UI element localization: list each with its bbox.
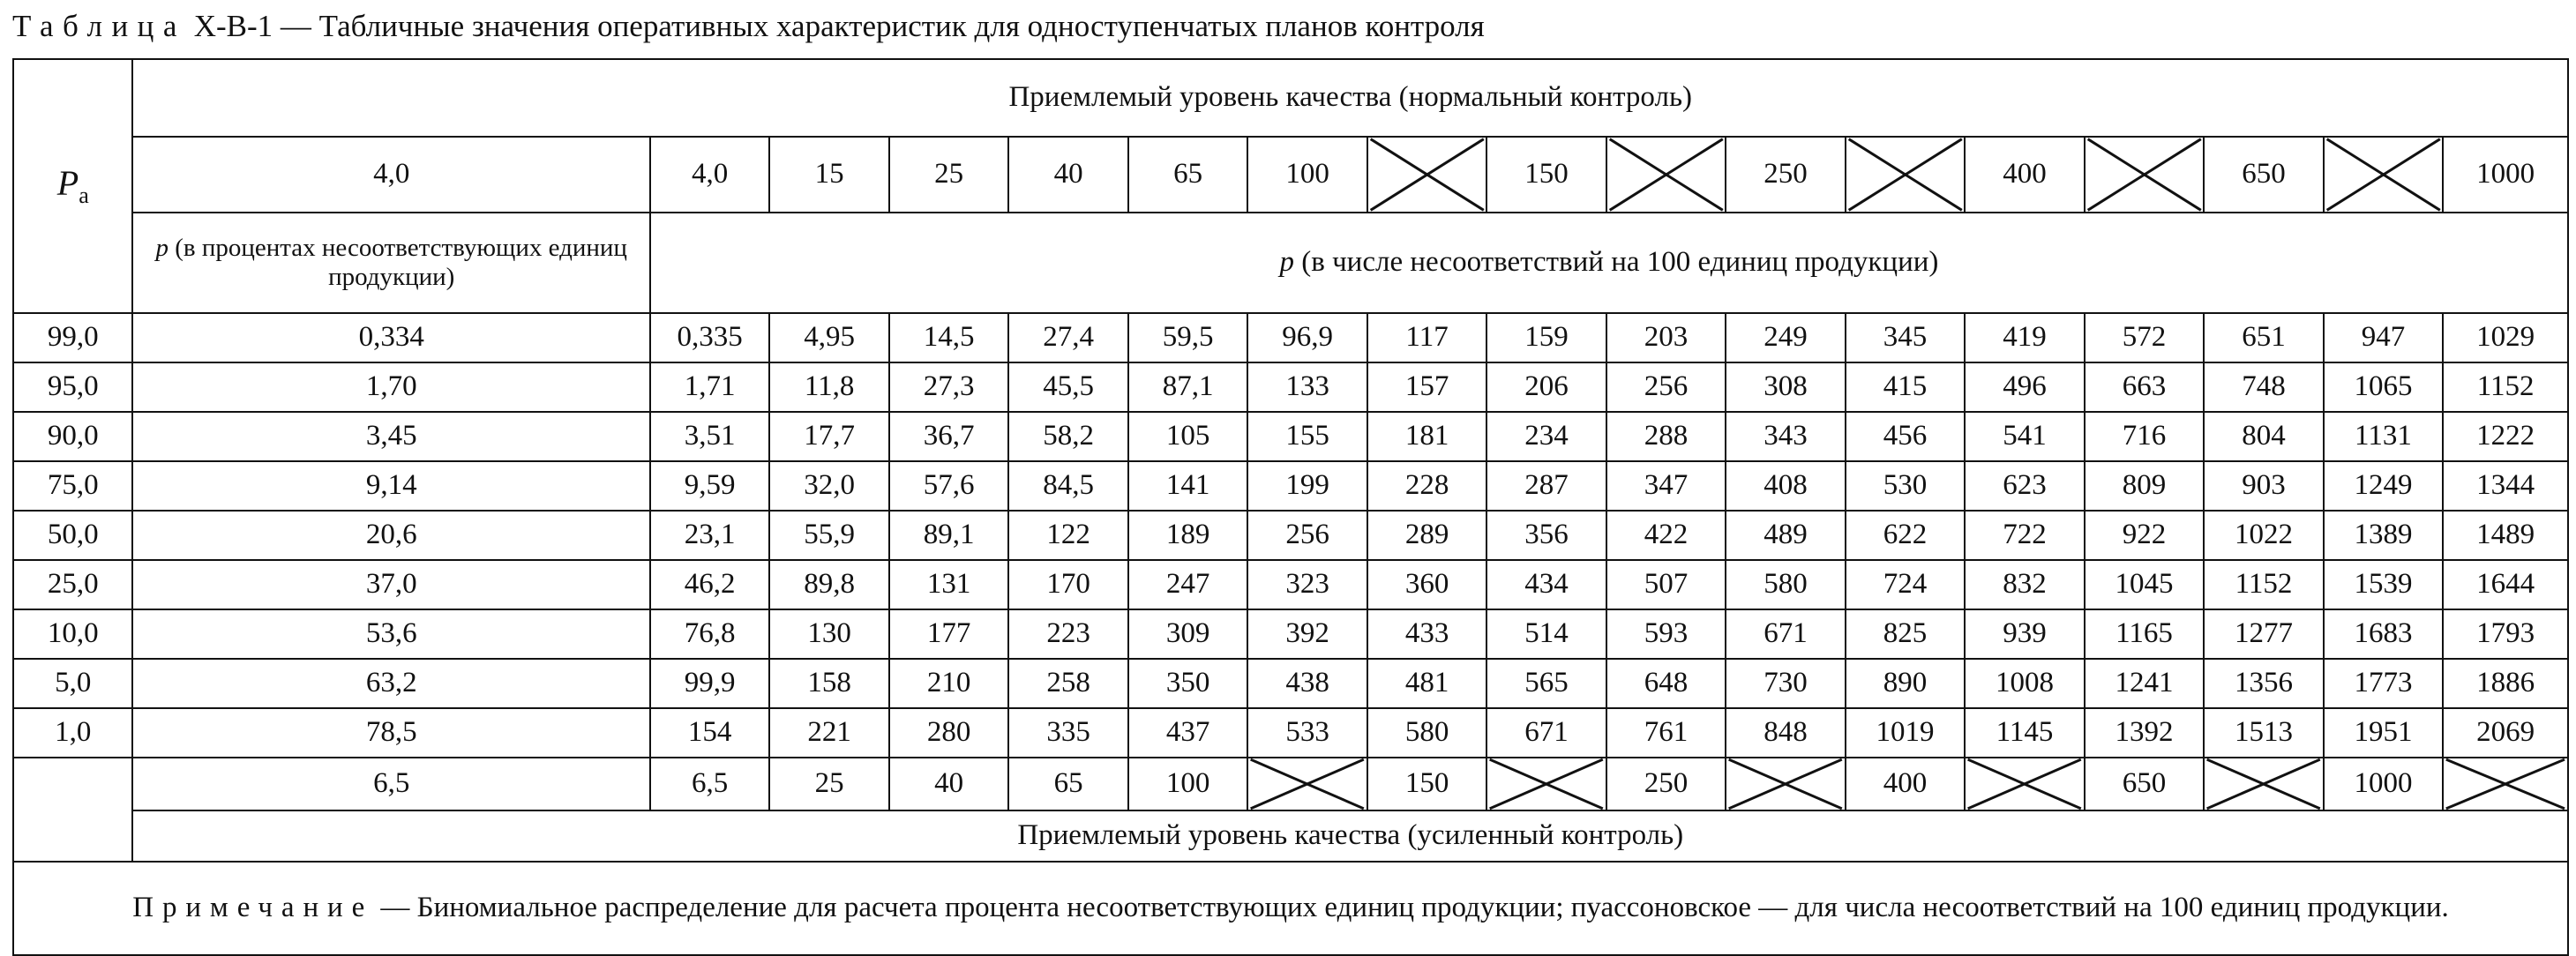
poisson-value: 419 (1965, 313, 2084, 362)
poisson-value: 181 (1367, 412, 1486, 461)
poisson-value: 580 (1367, 708, 1486, 758)
poisson-value: 58,2 (1008, 412, 1127, 461)
poisson-value: 1644 (2443, 560, 2568, 609)
tightened-aql-cell: 1000 (2324, 758, 2443, 810)
poisson-value: 651 (2204, 313, 2323, 362)
poisson-value: 947 (2324, 313, 2443, 362)
poisson-value: 258 (1008, 659, 1127, 708)
poisson-value: 335 (1008, 708, 1127, 758)
normal-inspection-title: Приемлемый уровень качества (нормальный контроль) (132, 59, 2568, 137)
poisson-value: 415 (1846, 362, 1965, 412)
poisson-value: 507 (1606, 560, 1726, 609)
pa-value: 50,0 (13, 511, 132, 560)
crossed-cell (2085, 137, 2204, 213)
poisson-value: 89,8 (769, 560, 888, 609)
poisson-value: 530 (1846, 461, 1965, 511)
cross-out-icon (1487, 758, 1605, 810)
poisson-value: 623 (1965, 461, 2084, 511)
tightened-aql-cell: 650 (2085, 758, 2204, 810)
poisson-value: 825 (1846, 609, 1965, 659)
poisson-value: 1029 (2443, 313, 2568, 362)
cross-out-icon (2086, 138, 2203, 212)
poisson-value: 323 (1247, 560, 1367, 609)
binomial-value: 1,70 (132, 362, 649, 412)
poisson-value: 170 (1008, 560, 1127, 609)
poisson-value: 347 (1606, 461, 1726, 511)
poisson-value: 133 (1247, 362, 1367, 412)
poisson-value: 481 (1367, 659, 1486, 708)
poisson-value: 32,0 (769, 461, 888, 511)
note-label: Примечание (132, 892, 374, 924)
cross-out-icon (1607, 138, 1725, 212)
poisson-value: 256 (1247, 511, 1367, 560)
crossed-cell (1486, 758, 1606, 810)
crossed-cell (1367, 137, 1486, 213)
poisson-value: 1886 (2443, 659, 2568, 708)
table-row (13, 609, 2568, 659)
poisson-value: 848 (1726, 708, 1845, 758)
poisson-value: 256 (1606, 362, 1726, 412)
poisson-value: 939 (1965, 609, 2084, 659)
poisson-value: 36,7 (889, 412, 1008, 461)
poisson-value: 155 (1247, 412, 1367, 461)
poisson-value: 57,6 (889, 461, 1008, 511)
poisson-value: 287 (1486, 461, 1606, 511)
poisson-value: 438 (1247, 659, 1367, 708)
poisson-value: 249 (1726, 313, 1845, 362)
table-row (13, 708, 2568, 758)
poisson-value: 177 (889, 609, 1008, 659)
normal-aql-cell: 65 (1128, 137, 1247, 213)
poisson-value: 1065 (2324, 362, 2443, 412)
pa-value: 99,0 (13, 313, 132, 362)
poisson-value: 1539 (2324, 560, 2443, 609)
poisson-value: 96,9 (1247, 313, 1367, 362)
poisson-value: 456 (1846, 412, 1965, 461)
poisson-value: 1392 (2085, 708, 2204, 758)
note-text: — Биномиальное распределение для расчета процента несоответствующих единиц продукции; пуассоновское — для числа несоответствий на 100 единиц продукции. (373, 892, 2449, 924)
table-row (13, 560, 2568, 609)
poisson-value: 308 (1726, 362, 1845, 412)
table-row (13, 412, 2568, 461)
normal-aql-cell: 400 (1965, 137, 2084, 213)
poisson-value: 541 (1965, 412, 2084, 461)
poisson-value: 1019 (1846, 708, 1965, 758)
tightened-aql-cell: 25 (769, 758, 888, 810)
crossed-cell (2443, 758, 2568, 810)
normal-aql-cell: 150 (1486, 137, 1606, 213)
tightened-aql-cell: 6,5 (650, 758, 769, 810)
poisson-value: 3,51 (650, 412, 769, 461)
normal-aql-cell: 250 (1726, 137, 1845, 213)
poisson-value: 593 (1606, 609, 1726, 659)
binomial-value: 9,14 (132, 461, 649, 511)
poisson-value: 903 (2204, 461, 2323, 511)
normal-aql-cell: 15 (769, 137, 888, 213)
poisson-value: 122 (1008, 511, 1127, 560)
poisson-value: 1683 (2324, 609, 2443, 659)
poisson-value: 748 (2204, 362, 2323, 412)
poisson-value: 1131 (2324, 412, 2443, 461)
poisson-value: 1793 (2443, 609, 2568, 659)
poisson-value: 804 (2204, 412, 2323, 461)
poisson-value: 309 (1128, 609, 1247, 659)
poisson-value: 1489 (2443, 511, 2568, 560)
binomial-value: 37,0 (132, 560, 649, 609)
poisson-value: 434 (1486, 560, 1606, 609)
poisson-value: 1152 (2443, 362, 2568, 412)
poisson-value: 223 (1008, 609, 1127, 659)
tightened-aql-cell: 400 (1846, 758, 1965, 810)
poisson-value: 99,9 (650, 659, 769, 708)
poisson-value: 189 (1128, 511, 1247, 560)
poisson-value: 289 (1367, 511, 1486, 560)
cross-out-icon (1368, 138, 1486, 212)
poisson-value: 199 (1247, 461, 1367, 511)
poisson-value: 0,335 (650, 313, 769, 362)
pa-value: 1,0 (13, 708, 132, 758)
table-row (13, 313, 2568, 362)
binomial-value: 53,6 (132, 609, 649, 659)
poisson-value: 23,1 (650, 511, 769, 560)
poisson-value: 1356 (2204, 659, 2323, 708)
poisson-value: 206 (1486, 362, 1606, 412)
crossed-cell (1247, 758, 1367, 810)
tightened-aql-cell: 150 (1367, 758, 1486, 810)
poisson-value: 157 (1367, 362, 1486, 412)
crossed-cell (1606, 137, 1726, 213)
poisson-value: 1241 (2085, 659, 2204, 708)
blank-cell (13, 758, 132, 862)
poisson-value: 724 (1846, 560, 1965, 609)
poisson-value: 59,5 (1128, 313, 1247, 362)
poisson-value: 1277 (2204, 609, 2323, 659)
pa-header: $P_a$ (13, 59, 132, 313)
poisson-value: 17,7 (769, 412, 888, 461)
poisson-value: 27,4 (1008, 313, 1127, 362)
poisson-value: 221 (769, 708, 888, 758)
poisson-value: 76,8 (650, 609, 769, 659)
poisson-value: 288 (1606, 412, 1726, 461)
binomial-value: 0,334 (132, 313, 649, 362)
poisson-value: 922 (2085, 511, 2204, 560)
poisson-value: 671 (1486, 708, 1606, 758)
poisson-value: 730 (1726, 659, 1845, 708)
poisson-value: 234 (1486, 412, 1606, 461)
poisson-value: 433 (1367, 609, 1486, 659)
poisson-value: 1222 (2443, 412, 2568, 461)
poisson-value: 159 (1486, 313, 1606, 362)
poisson-value: 832 (1965, 560, 2084, 609)
table-note (13, 862, 2568, 955)
poisson-value: 1165 (2085, 609, 2204, 659)
normal-aql-cell: 650 (2204, 137, 2323, 213)
poisson-value: 4,95 (769, 313, 888, 362)
normal-aql-cell: 4,0 (650, 137, 769, 213)
poisson-value: 572 (2085, 313, 2204, 362)
poisson-value: 663 (2085, 362, 2204, 412)
poisson-value: 1022 (2204, 511, 2323, 560)
poisson-value: 280 (889, 708, 1008, 758)
poisson-value: 489 (1726, 511, 1845, 560)
poisson-value: 117 (1367, 313, 1486, 362)
poisson-value: 55,9 (769, 511, 888, 560)
crossed-cell (1965, 758, 2084, 810)
poisson-value: 1344 (2443, 461, 2568, 511)
cross-out-icon (1726, 758, 1844, 810)
poisson-value: 130 (769, 609, 888, 659)
poisson-value: 210 (889, 659, 1008, 708)
cross-out-icon (2205, 758, 2322, 810)
caption-label: Таблица (12, 9, 186, 43)
binomial-aql-normal: 4,0 (132, 137, 649, 213)
poisson-value: 27,3 (889, 362, 1008, 412)
poisson-value: 580 (1726, 560, 1845, 609)
poisson-value: 356 (1486, 511, 1606, 560)
crossed-cell (1846, 137, 1965, 213)
poisson-value: 360 (1367, 560, 1486, 609)
poisson-value: 89,1 (889, 511, 1008, 560)
oc-values-table (12, 58, 2569, 956)
pa-value: 10,0 (13, 609, 132, 659)
binomial-value: 63,2 (132, 659, 649, 708)
poisson-value: 105 (1128, 412, 1247, 461)
poisson-value: 565 (1486, 659, 1606, 708)
p-percent-header: p (в процентах несоответствующих единиц продукции) (132, 213, 649, 313)
poisson-value: 716 (2085, 412, 2204, 461)
tightened-aql-row (13, 758, 2568, 810)
poisson-value: 622 (1846, 511, 1965, 560)
table-row (13, 362, 2568, 412)
normal-aql-cell: 100 (1247, 137, 1367, 213)
poisson-value: 46,2 (650, 560, 769, 609)
poisson-value: 9,59 (650, 461, 769, 511)
poisson-value: 45,5 (1008, 362, 1127, 412)
cross-out-icon (2444, 758, 2567, 810)
tightened-aql-cell: 250 (1606, 758, 1726, 810)
tightened-aql-cell: 40 (889, 758, 1008, 810)
binomial-value: 20,6 (132, 511, 649, 560)
poisson-value: 1045 (2085, 560, 2204, 609)
poisson-value: 422 (1606, 511, 1726, 560)
binomial-value: 3,45 (132, 412, 649, 461)
poisson-value: 2069 (2443, 708, 2568, 758)
poisson-value: 533 (1247, 708, 1367, 758)
binomial-aql-tightened: 6,5 (132, 758, 649, 810)
poisson-value: 84,5 (1008, 461, 1127, 511)
normal-aql-cell: 1000 (2443, 137, 2568, 213)
cross-out-icon (1248, 758, 1366, 810)
poisson-value: 154 (650, 708, 769, 758)
poisson-value: 11,8 (769, 362, 888, 412)
poisson-value: 158 (769, 659, 888, 708)
poisson-value: 1389 (2324, 511, 2443, 560)
pa-value: 90,0 (13, 412, 132, 461)
p-per100-header: p (в числе несоответствий на 100 единиц продукции) (650, 213, 2568, 313)
poisson-value: 809 (2085, 461, 2204, 511)
poisson-value: 1513 (2204, 708, 2323, 758)
poisson-value: 722 (1965, 511, 2084, 560)
poisson-value: 1,71 (650, 362, 769, 412)
poisson-value: 345 (1846, 313, 1965, 362)
poisson-value: 496 (1965, 362, 2084, 412)
poisson-value: 228 (1367, 461, 1486, 511)
poisson-value: 1145 (1965, 708, 2084, 758)
table-caption (12, 5, 1485, 48)
poisson-value: 761 (1606, 708, 1726, 758)
poisson-value: 343 (1726, 412, 1845, 461)
poisson-value: 1773 (2324, 659, 2443, 708)
poisson-value: 247 (1128, 560, 1247, 609)
poisson-value: 890 (1846, 659, 1965, 708)
cross-out-icon (2325, 138, 2442, 212)
poisson-value: 392 (1247, 609, 1367, 659)
poisson-value: 1951 (2324, 708, 2443, 758)
pa-value: 75,0 (13, 461, 132, 511)
poisson-value: 131 (889, 560, 1008, 609)
poisson-value: 671 (1726, 609, 1845, 659)
binomial-value: 78,5 (132, 708, 649, 758)
poisson-value: 514 (1486, 609, 1606, 659)
pa-value: 5,0 (13, 659, 132, 708)
pa-value: 95,0 (13, 362, 132, 412)
table-row (13, 461, 2568, 511)
poisson-value: 203 (1606, 313, 1726, 362)
poisson-value: 350 (1128, 659, 1247, 708)
poisson-value: 1152 (2204, 560, 2323, 609)
cross-out-icon (1846, 138, 1964, 212)
pa-value: 25,0 (13, 560, 132, 609)
table-row (13, 659, 2568, 708)
poisson-value: 648 (1606, 659, 1726, 708)
poisson-value: 141 (1128, 461, 1247, 511)
normal-aql-cell: 40 (1008, 137, 1127, 213)
poisson-value: 437 (1128, 708, 1247, 758)
poisson-value: 14,5 (889, 313, 1008, 362)
normal-aql-cell: 25 (889, 137, 1008, 213)
poisson-value: 87,1 (1128, 362, 1247, 412)
caption-text: X-B-1 — Табличные значения оперативных характеристик для одноступенчатых планов контроля (193, 9, 1485, 43)
poisson-value: 1249 (2324, 461, 2443, 511)
tightened-inspection-title: Приемлемый уровень качества (усиленный контроль) (132, 810, 2568, 862)
crossed-cell (1726, 758, 1845, 810)
tightened-aql-cell: 100 (1128, 758, 1247, 810)
crossed-cell (2204, 758, 2323, 810)
cross-out-icon (1966, 758, 2083, 810)
table-row (13, 511, 2568, 560)
crossed-cell (2324, 137, 2443, 213)
poisson-value: 1008 (1965, 659, 2084, 708)
tightened-aql-cell: 65 (1008, 758, 1127, 810)
poisson-value: 408 (1726, 461, 1845, 511)
